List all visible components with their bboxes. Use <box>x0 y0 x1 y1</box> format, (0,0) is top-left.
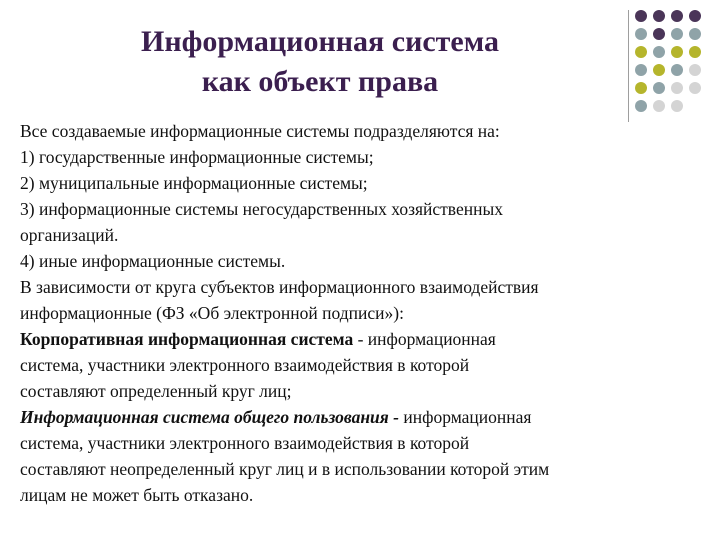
title-line-2: как объект права <box>201 65 439 98</box>
decorative-dot <box>671 28 683 40</box>
decorative-dot <box>689 64 701 76</box>
list-item: 3) информационные системы негосударственных хозяйственных <box>20 199 503 219</box>
slide-title <box>40 22 600 102</box>
corporate-rest: - информационная <box>353 329 496 349</box>
dependency-line: В зависимости от круга субъектов информационного взаимодействия <box>20 277 539 297</box>
decorative-dot <box>635 64 647 76</box>
decorative-dot <box>689 82 701 94</box>
title-line-1: Информационная система <box>141 25 499 58</box>
list-item: 2) муниципальные информационные системы; <box>20 173 368 193</box>
decorative-dot <box>689 100 701 112</box>
corporate-definition-line <box>20 326 700 352</box>
decorative-dot <box>689 46 701 58</box>
decorative-dot <box>653 64 665 76</box>
decorative-dot <box>635 100 647 112</box>
decorative-dot <box>671 46 683 58</box>
decorative-dot <box>635 82 647 94</box>
decorative-dot <box>653 46 665 58</box>
corporate-definition-line: система, участники электронного взаимодействия в которой <box>20 355 470 375</box>
decorative-dot <box>671 82 683 94</box>
dependency-line: информационные (ФЗ «Об электронной подписи»): <box>20 303 404 323</box>
decorative-dot <box>689 28 701 40</box>
slide-body <box>20 118 700 508</box>
intro-line: Все создаваемые информационные системы подразделяются на: <box>20 121 500 141</box>
public-definition-line: система, участники электронного взаимодействия в которой <box>20 433 470 453</box>
list-item: 1) государственные информационные системы; <box>20 147 374 167</box>
list-item: 4) иные информационные системы. <box>20 251 286 271</box>
decorative-dot <box>653 28 665 40</box>
decorative-dot <box>635 46 647 58</box>
decorative-divider <box>628 10 629 122</box>
decorative-dot <box>653 82 665 94</box>
decorative-dot <box>689 10 701 22</box>
decorative-dot <box>653 10 665 22</box>
corporate-definition-line: составляют определенный круг лиц; <box>20 381 292 401</box>
public-rest: информационная <box>399 407 532 427</box>
corporate-term: Корпоративная информационная система <box>20 329 354 349</box>
public-definition-line <box>20 404 700 430</box>
decorative-dot <box>671 10 683 22</box>
decorative-dot <box>653 100 665 112</box>
list-item: организаций. <box>20 225 119 245</box>
public-term: Информационная система общего пользования - <box>20 407 400 427</box>
decorative-dot-grid <box>635 10 701 112</box>
decorative-dot <box>635 28 647 40</box>
decorative-dot <box>635 10 647 22</box>
public-definition-line: лицам не может быть отказано. <box>20 485 254 505</box>
decorative-dot <box>671 64 683 76</box>
public-definition-line: составляют неопределенный круг лиц и в использовании которой этим <box>20 459 550 479</box>
decorative-dot <box>671 100 683 112</box>
